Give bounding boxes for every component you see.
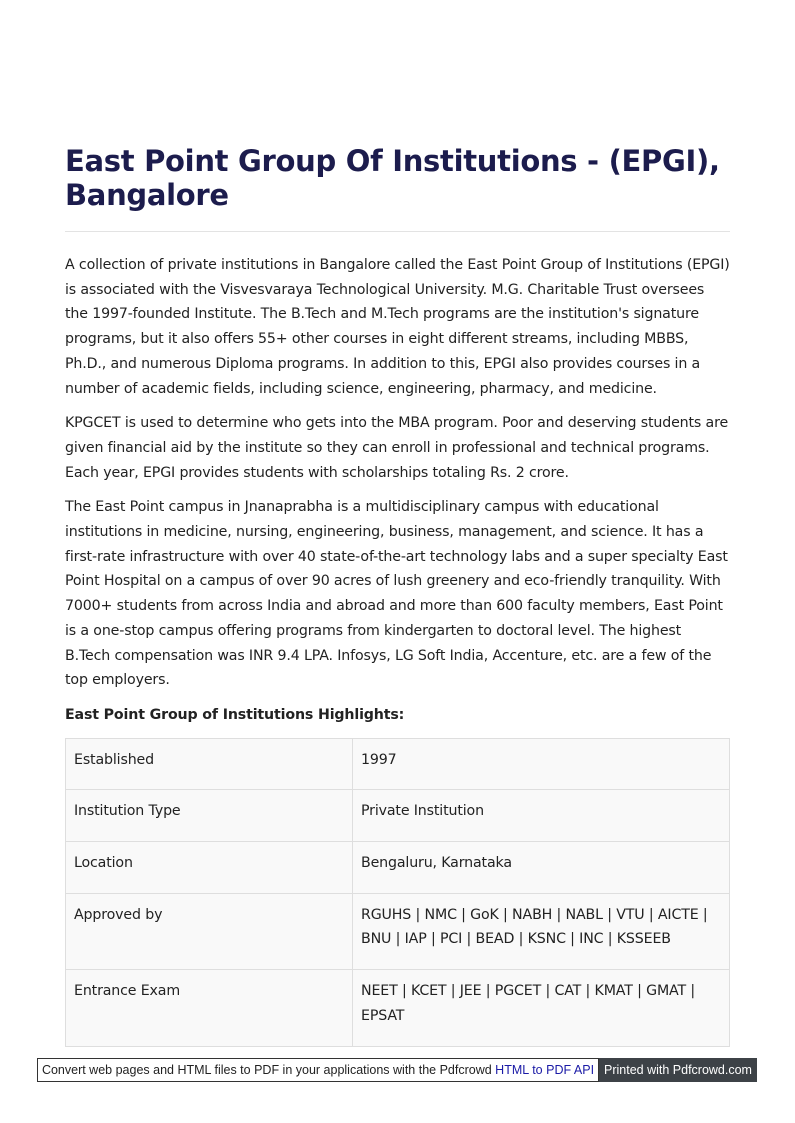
table-value-cell: NEET | KCET | JEE | PGCET | CAT | KMAT | GMAT | EPSAT	[353, 970, 730, 1046]
table-value-cell: Bengaluru, Karnataka	[353, 842, 730, 894]
table-key-cell: Established	[66, 738, 353, 790]
footer-promo-label: Convert web pages and HTML files to PDF in your applications with the Pdfcrowd	[41, 1063, 496, 1077]
paragraph-admission: KPGCET is used to determine who gets into the MBA program. Poor and deserving students are given financial aid by the institute so they can enroll in professional and technical programs. Each year, EPGI provides students with scholarships totaling Rs. 2 crore.	[65, 415, 729, 481]
table-row	[66, 893, 730, 969]
table-row	[66, 970, 730, 1046]
table-value-cell: 1997	[353, 738, 730, 790]
table-key-cell: Entrance Exam	[66, 970, 353, 1046]
pdfcrowd-footer	[37, 1058, 757, 1082]
table-row	[66, 842, 730, 894]
html-to-pdf-api-link[interactable]: HTML to PDF API	[495, 1063, 595, 1077]
highlights-heading: East Point Group of Institutions Highlights:	[65, 706, 405, 723]
highlights-table	[65, 738, 730, 1047]
printed-with-badge[interactable]: Printed with Pdfcrowd.com	[599, 1058, 757, 1082]
table-row	[66, 738, 730, 790]
title-divider	[65, 231, 730, 232]
paragraph-intro: A collection of private institutions in Bangalore called the East Point Group of Institutions (EPGI) is associated with the Visvesvaraya Technological University. M.G. Charitable Trust oversees the 1997-founded Institute. The B.Tech and M.Tech programs are the institution's signature programs, but it also offers 55+ other courses in eight different streams, including MBBS, Ph.D., and numerous Diploma programs. In addition to this, EPGI also provides courses in a number of academic fields, including science, engineering, pharmacy, and medicine.	[65, 257, 730, 397]
table-value-cell: RGUHS | NMC | GoK | NABH | NABL | VTU | AICTE | BNU | IAP | PCI | BEAD | KSNC | INC | KSSEEB	[353, 893, 730, 969]
table-value-cell: Private Institution	[353, 790, 730, 842]
table-row	[66, 790, 730, 842]
table-key-cell: Institution Type	[66, 790, 353, 842]
table-key-cell: Location	[66, 842, 353, 894]
footer-promo-text	[37, 1058, 599, 1082]
article-body	[65, 253, 730, 1047]
table-key-cell: Approved by	[66, 893, 353, 969]
page-title: East Point Group Of Institutions - (EPGI), Bangalore	[65, 144, 720, 212]
paragraph-campus: The East Point campus in Jnanaprabha is a multidisciplinary campus with educational institutions in medicine, nursing, engineering, business, management, and science. It has a first-rate infrastructure with over 40 state-of-the-art technology labs and a super specialty East Point Hospital on a campus of over 90 acres of lush greenery and eco-friendly tranquility. With 7000+ students from across India and abroad and more than 600 faculty members, East Point is a one-stop campus offering programs from kindergarten to doctoral level. The highest B.Tech compensation was INR 9.4 LPA. Infosys, LG Soft India, Accenture, etc. are a few of the top employers.	[65, 499, 728, 689]
